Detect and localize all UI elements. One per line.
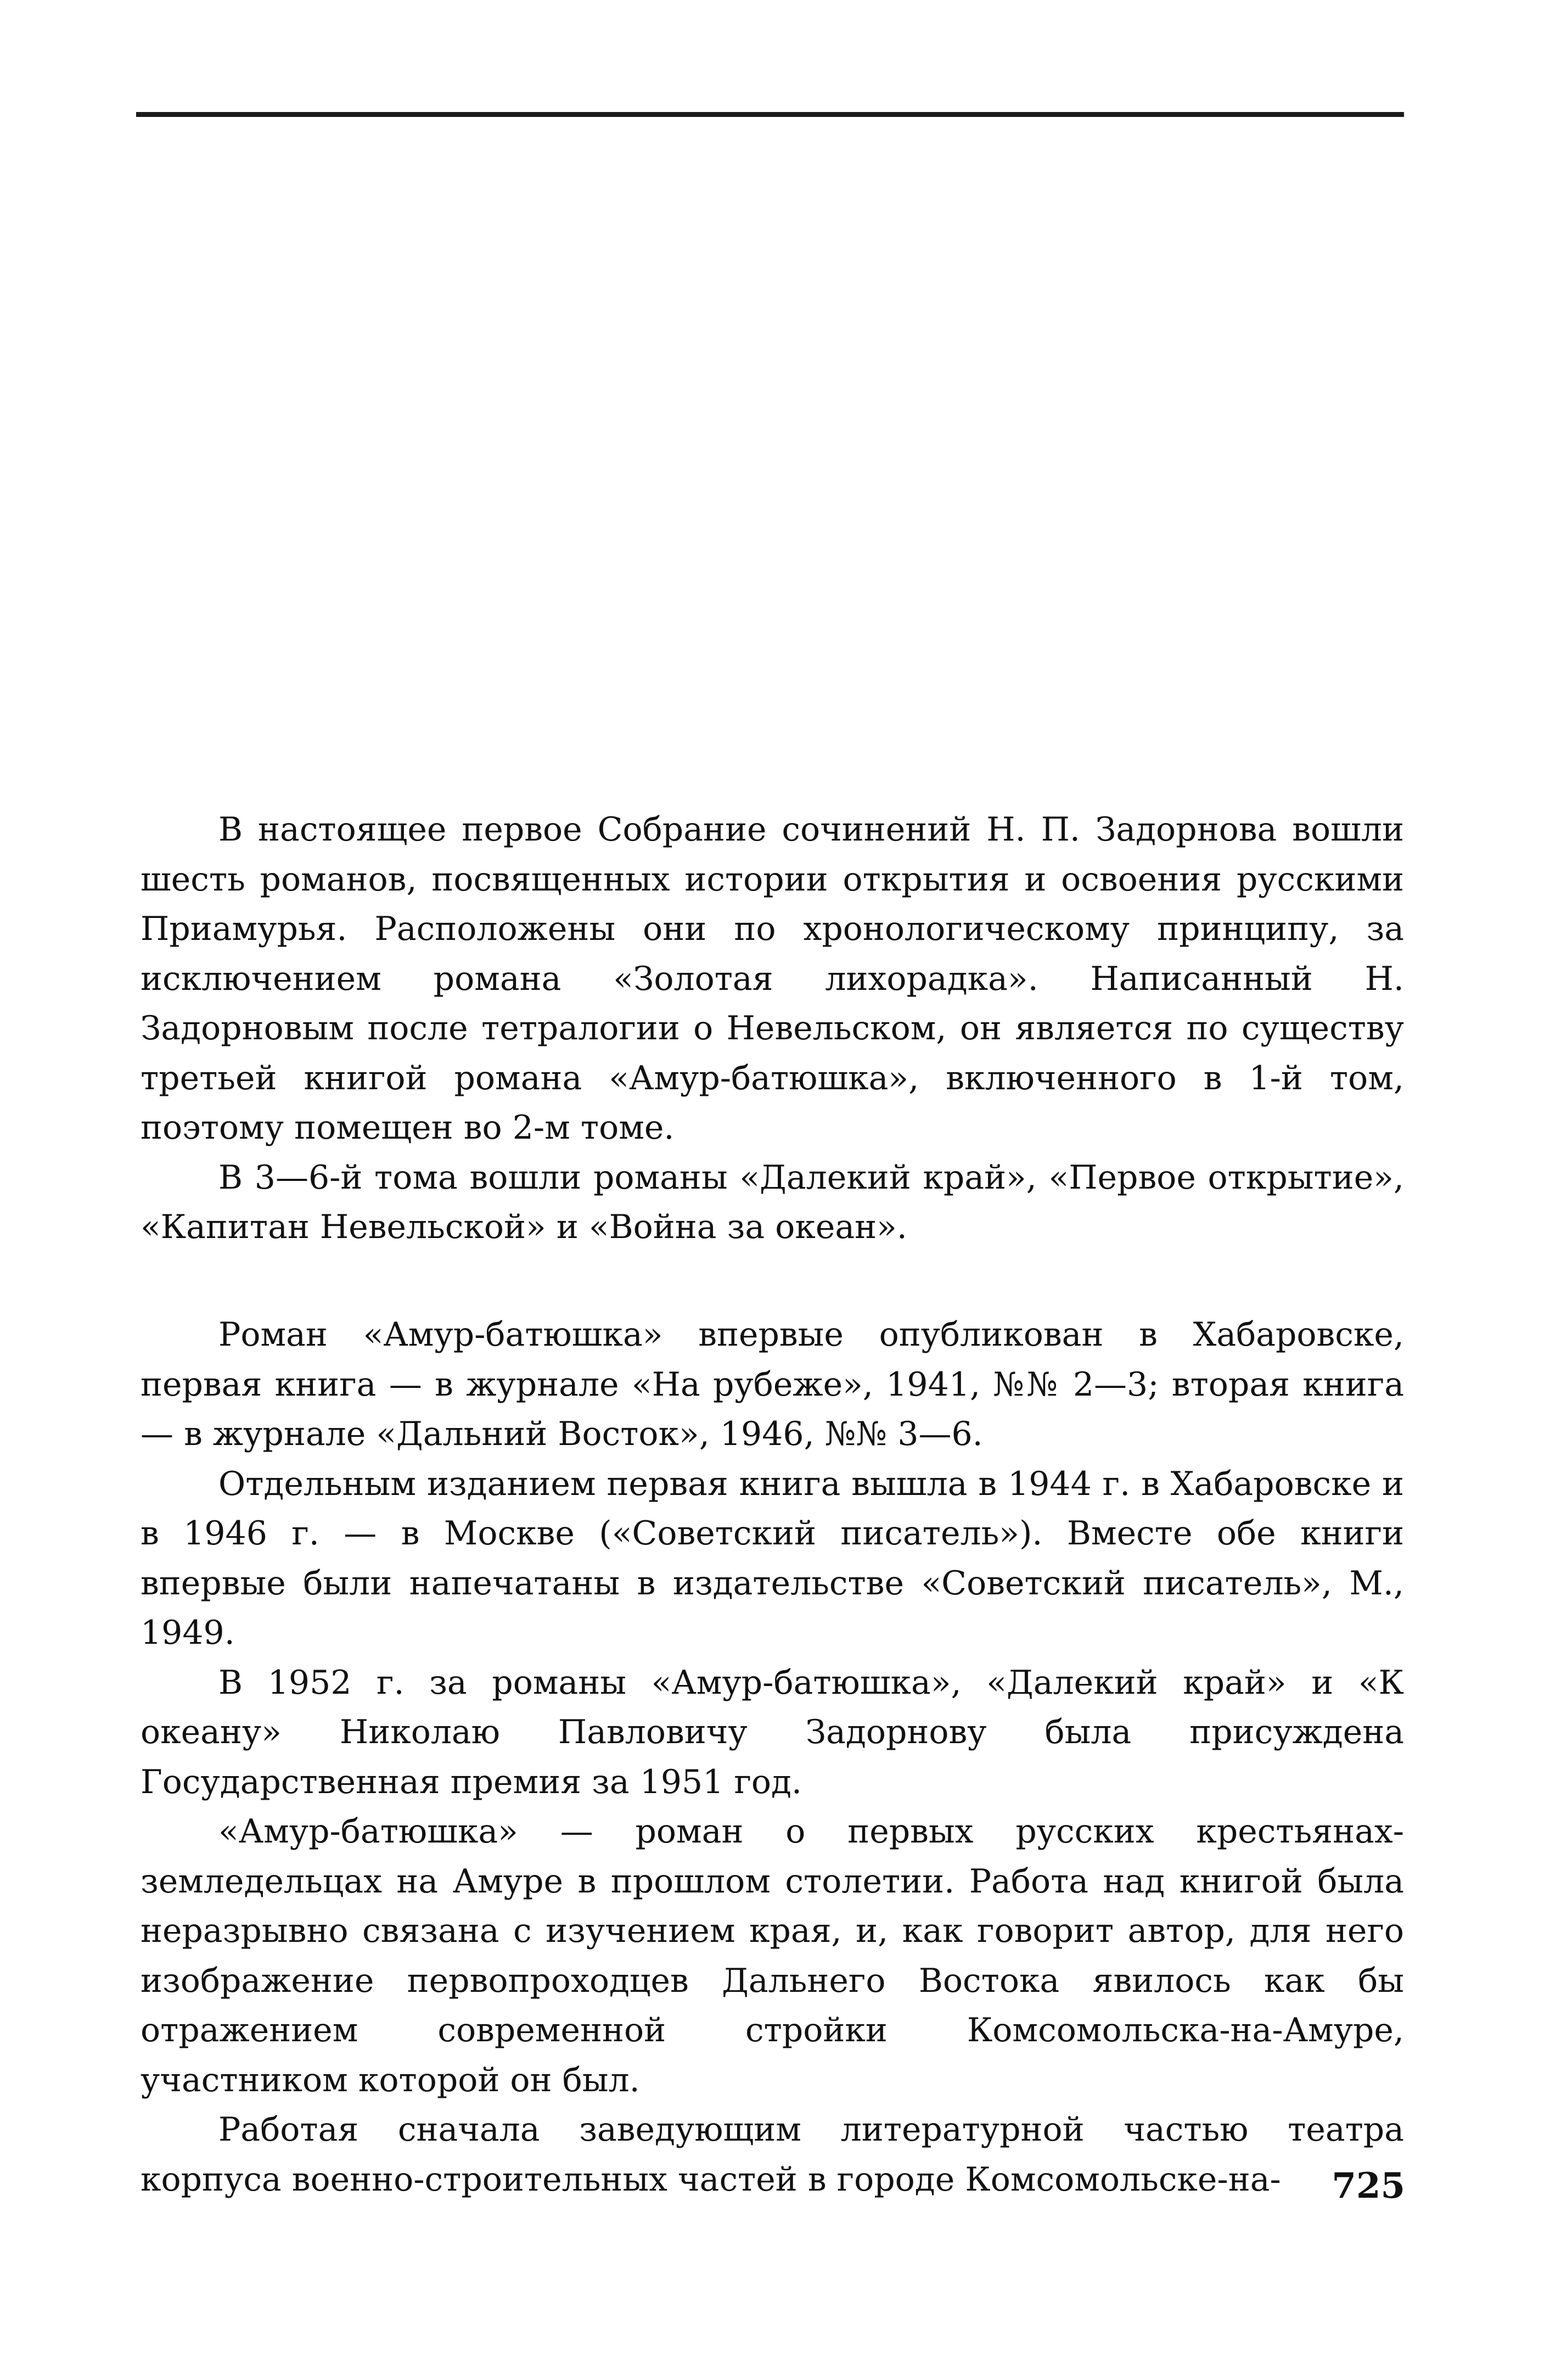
header-rule [136,112,1404,117]
page-number: 725 [1332,2165,1405,2207]
notes-section [141,1310,1405,2207]
notes-paragraph-3: В 1952 г. за романы «Амур-батюшка», «Далекий край» и «К океану» Николаю Павловичу Задорнову была присуждена Государственная премия за 1951 год. [141,1663,1404,1801]
intro-section [141,805,1404,1252]
intro-paragraph-2: В 3—6-й тома вошли романы «Далекий край», «Первое открытие», «Капитан Невельской» и «Война за океан». [141,1158,1404,1246]
notes-paragraph-5: Работая сначала заведующим литературной частью театра корпуса военно-строительных частей в городе Комсомольске-на- [141,2110,1404,2199]
notes-paragraph-4: «Амур-батюшка» — роман о первых русских крестьянах-земледельцах на Амуре в прошлом столетии. Работа над книгой была неразрывно связана с изучением края, и, как говорит автор, для него изображение первопроходцев Дальнего Востока явилось как бы отражением современной стройки Комсомольска-на-Амуре, участником которой он был. [141,1812,1404,2099]
intro-paragraph-1: В настоящее первое Собрание сочинений Н. П. Задорнова вошли шесть романов, посвященных истории открытия и освоения русскими Приамурья. Расположены они по хронологическому принципу, за исключением романа «Золотая лихорадка». Написанный Н. Задорновым после тетралогии о Невельском, он является по существу третьей книгой романа «Амур-батюшка», включенного в 1-й том, поэтому помещен во 2-м томе. [141,810,1404,1147]
notes-paragraph-2: Отдельным изданием первая книга вышла в 1944 г. в Хабаровске и в 1946 г. — в Москве («Советский писатель»). Вместе обе книги впервые были напечатаны в издательстве «Советский писатель», М., 1949. [141,1464,1404,1652]
notes-paragraph-1: Роман «Амур-батюшка» впервые опубликован в Хабаровске, первая книга — в журнале «На рубеже», 1941, №№ 2—3; вторая книга — в журнале «Дальний Восток», 1946, №№ 3—6. [141,1315,1404,1453]
